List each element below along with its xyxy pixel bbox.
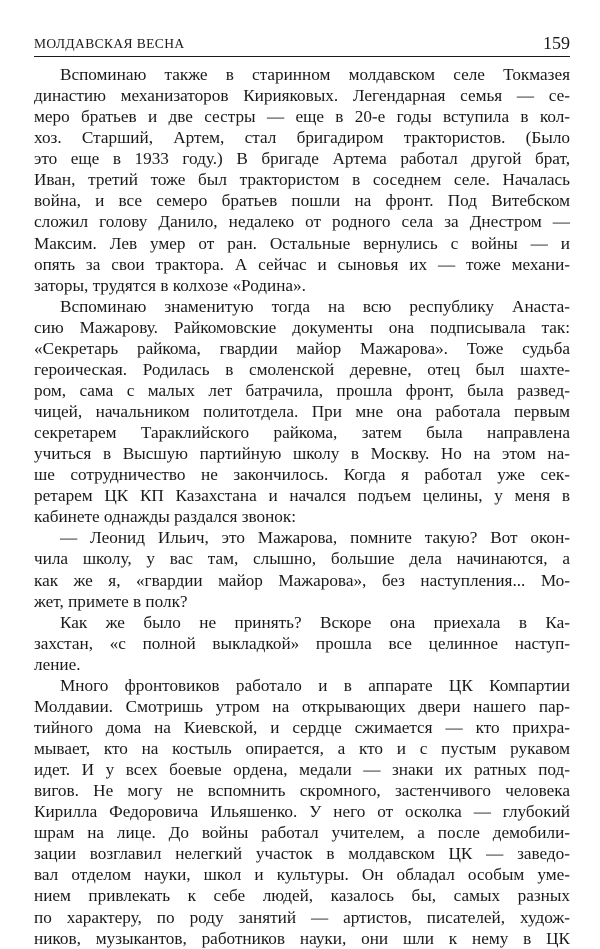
text-line: чицей, начальником политотдела. При мне она работала первым [34, 402, 570, 421]
text-line: «Секретарь райкома, гвардии майор Мажарова». Тоже судьба [34, 338, 570, 358]
body-text [34, 64, 570, 949]
text-line: учиться в Высшую партийную школу в Москву. Но на этом на- [34, 444, 570, 464]
text-line: жет, примете в полк? [34, 591, 188, 611]
text-line: война, и все семеро братьев пошли на фронт. Под Витебском [34, 191, 570, 211]
text-line: хоз. Старший, Артем, стал бригадиром трактористов. (Было [34, 128, 570, 148]
text-line: захстан, «с полной выкладкой» прошла все целинное наступ- [34, 633, 570, 653]
text-line: Максим. Лев умер от ран. Остальные вернулись с войны — и [34, 233, 570, 253]
text-line: это еще в 1933 году.) В бригаде Артема работал другой брат, [34, 149, 570, 169]
text-line: сложил голову Данило, недалеко от родного села за Днестром — [34, 212, 570, 232]
text-line: Вспоминаю также в старинном молдавском селе Токмазея [60, 65, 570, 84]
text-line: Много фронтовиков работало и в аппарате ЦК Компартии [60, 675, 570, 695]
text-line: вал отделом науки, школ и культуры. Он обладал особым уме- [34, 865, 570, 885]
text-line: кабинете однажды раздался звонок: [34, 507, 296, 527]
text-line: вигов. Не могу не вспомнить скромного, застенчивого человека [34, 781, 570, 801]
text-line: Как же было не принять? Вскоре она приехала в Ка- [60, 612, 570, 632]
text-line: сию Мажарову. Райкомовские документы она подписывала так: [34, 317, 570, 337]
text-line: Молдавии. Смотришь утром на открывающих двери нашего пар- [34, 696, 570, 716]
text-line: идет. И у всех боевые ордена, медали — знаки их ратных под- [34, 760, 570, 780]
text-line: по характеру, по роду занятий — артистов, писателей, худож- [34, 907, 570, 927]
text-line: заторы, трудятся в колхозе «Родина». [34, 275, 306, 295]
running-title: МОЛДАВСКАЯ ВЕСНА [34, 36, 185, 51]
text-line: опять за свои трактора. А сейчас и сыновья их — тоже механи- [34, 254, 570, 274]
text-line: ретарем ЦК КП Казахстана и начался подъем целины, у меня в [34, 486, 570, 506]
text-line: как же я, «гвардии майор Мажарова», без наступления... Мо- [34, 570, 570, 590]
text-line: династию механизаторов Кирияковых. Легендарная семья — се- [34, 86, 570, 106]
text-line: меро братьев и две сестры — еще в 20-е годы вступила в кол- [34, 107, 570, 127]
running-header [34, 34, 570, 56]
text-line: шрам на лице. До войны работал учителем, а после демобили- [34, 823, 570, 843]
text-line: ром, сама с малых лет батрачила, прошла фронт, была развед- [34, 380, 570, 400]
text-line: ников, музыкантов, работников науки, они шли к нему в ЦК [34, 928, 570, 948]
text-line: зации возглавил нелегкий участок в молдавском ЦК — заведо- [34, 844, 570, 864]
text-line: ше сотрудничество не закончилось. Когда я работал уже сек- [34, 465, 570, 485]
header-rule [34, 56, 570, 57]
text-line: ление. [34, 654, 81, 674]
text-line: секретарем Тараклийского райкома, затем была направлена [34, 423, 570, 443]
page-number: 159 [543, 33, 570, 53]
text-line: Вспоминаю знаменитую тогда на всю республику Анаста- [60, 296, 570, 316]
text-line: мывает, кто на костыль опирается, а кто и с пустым рукавом [34, 739, 570, 758]
text-line: нием привлекать к себе людей, казалось бы, самых разных [34, 886, 570, 906]
text-line: Иван, третий тоже был трактористом в соседнем селе. Началась [34, 170, 570, 190]
text-line: героическая. Родилась в смоленской деревне, отец был шахте- [34, 359, 570, 379]
text-line: Кирилла Федоровича Ильяшенко. У него от осколка — глубокий [34, 802, 570, 822]
text-line: тийного дома на Киевской, и сердце сжимается — кто прихра- [34, 717, 570, 737]
text-line: чила школу, у вас там, слышно, большие дела начинаются, а [34, 549, 570, 569]
text-line: — Леонид Ильич, это Мажарова, помните такую? Вот окон- [60, 528, 570, 548]
